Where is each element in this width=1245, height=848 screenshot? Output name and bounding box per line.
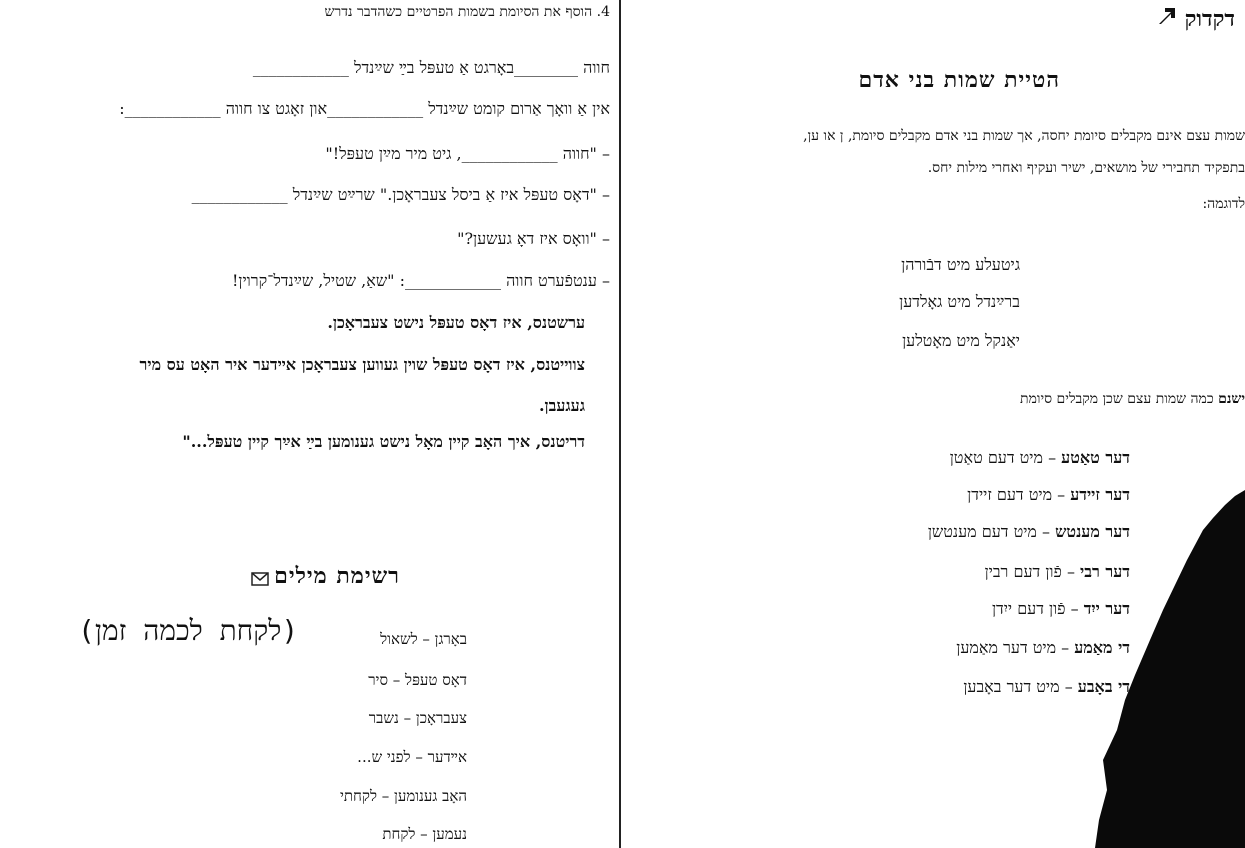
section-label: דקדוק: [1184, 6, 1235, 32]
exercise-line: אין אַ וואָך אַרום קומט שײַנדל ____________און זאָגט צו חווה ____________:: [119, 99, 610, 118]
pair-bold: די באָבע: [1077, 677, 1130, 696]
exercise-bold-line: דריטנס, איך האָב קיין מאָל נישט גענומען בײַ אײַך קיין טעפּל...": [182, 432, 585, 451]
page-title: הטיית שמות בני אדם: [858, 67, 1060, 93]
pair-item: [963, 677, 1130, 697]
exercise-bold-line: געגעבן.: [538, 396, 585, 415]
pair-rest: – מיט דעם זיידן: [967, 485, 1071, 504]
vocab-header: [251, 563, 400, 589]
note-line: [1020, 391, 1245, 408]
pair-item: [992, 599, 1130, 619]
pair-rest: – מיט דעם טאַטן: [949, 448, 1062, 467]
pair-bold: דער זיידע: [1070, 485, 1130, 504]
pair-bold: דער טאַטע: [1061, 448, 1130, 467]
vocab-item: נעמען – לקחת: [382, 825, 467, 843]
pair-item: [967, 485, 1130, 505]
pair-bold: דער רבי: [1080, 562, 1130, 581]
pair-bold: דער מענטש: [1055, 522, 1130, 541]
vocab-title: רשימת מילים: [274, 563, 400, 589]
handwritten-note: (לקחת לכמה זמן): [78, 614, 299, 647]
pair-bold: די מאַמע: [1074, 638, 1130, 657]
exercise-line: חווה ________באָרגט אַ טעפּל בײַ שײַנדל ____________: [252, 58, 610, 77]
pair-item: [956, 638, 1130, 658]
vocab-item: האָב גענומען – לקחתי: [339, 787, 467, 805]
note-bold: ישנם: [1218, 391, 1245, 407]
arrow-icon: [1157, 6, 1177, 26]
exercise-line: – ענטפֿערט חווה ____________: "שאַ, שטיל, שײַנדל־קרוין!: [231, 271, 610, 290]
pair-item: [950, 448, 1130, 468]
scan-shadow: [1095, 490, 1245, 848]
exercise-bold-line: ערשטנס, איז דאָס טעפּל נישט צעבראָכן.: [327, 313, 585, 332]
example-item: יאַנקל מיט מאָטלען: [902, 331, 1020, 350]
pair-item: [985, 562, 1130, 582]
pair-rest: – פֿון דעם רבין: [984, 562, 1081, 581]
section-label-group: [1157, 6, 1235, 32]
exercise-line: – "וואָס איז דאָ געשען?": [457, 229, 610, 248]
exercise-bold-line: צווייטנס, איז דאָס טעפּל שוין געווען צעבראָכן אײדער איר האָט עס מיר: [139, 355, 585, 374]
pair-rest: – פֿון דעם ייִדן: [991, 599, 1084, 618]
pair-item: [928, 522, 1130, 542]
vocab-item: אײדער – לפני ש...: [357, 748, 467, 766]
page-divider: [619, 0, 621, 848]
exercise-line: – "דאָס טעפּל איז אַ ביסל צעבראָכן." שרײַט שײַנדל ____________: [191, 185, 610, 204]
exercise-line: – "חווה ____________, גיט מיר מײַן טעפּל!": [325, 144, 610, 163]
vocab-item: דאָס טעפּל – סיר: [368, 671, 467, 689]
intro-line: בתפקיד תחבירי של מושאים, ישיר ועקיף ואחרי מילות יחס.: [927, 160, 1245, 176]
vocab-item: באָרגן – לשאול: [380, 630, 467, 648]
example-item: ברײַנדל מיט גאָלדען: [899, 292, 1020, 311]
pair-rest: – מיט דער באָבען: [963, 677, 1078, 696]
example-item: גיטעלע מיט דבֿורהן: [901, 255, 1020, 274]
intro-line: שמות עצם אינם מקבלים סיומת יחסה, אך שמות בני אדם מקבלים סיומת, ן או ען,: [803, 128, 1245, 144]
note-rest: כמה שמות עצם שכן מקבלים סיומת: [1020, 391, 1219, 407]
pair-rest: – מיט דעם מענטשן: [927, 522, 1056, 541]
envelope-icon: [251, 572, 269, 586]
exercise-heading: 4. הוסף את הסיומת בשמות הפרטיים כשהדבר נדרש: [324, 4, 610, 20]
pair-rest: – מיט דער מאַמען: [956, 638, 1075, 657]
pair-bold: דער ייִד: [1083, 599, 1130, 618]
example-label: לדוגמה:: [1202, 196, 1245, 212]
vocab-item: צעבראָכן – נשבר: [368, 709, 467, 727]
